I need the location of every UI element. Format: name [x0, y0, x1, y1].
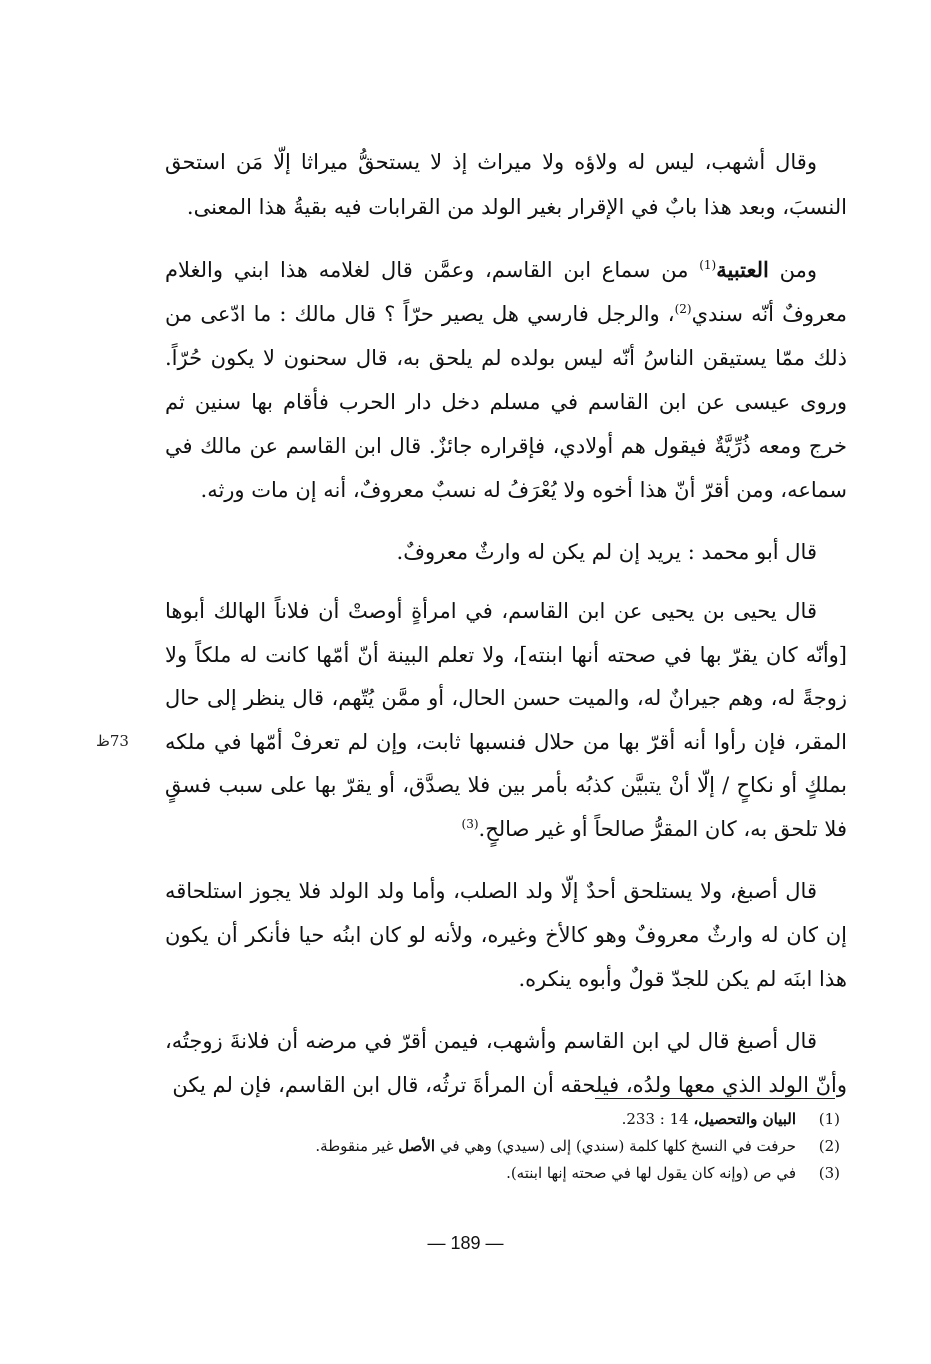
footnote-body: حرفت في النسخ كلها كلمة (سندي) إلى (سيدي) وهي في [435, 1137, 796, 1155]
manuscript-folio-note: 73ظ [96, 732, 129, 750]
paragraph-ashhab: وقال أشهب، ليس له ولاؤه ولا ميراث إذ لا يستحقُّ ميراثا إلّا مَن استحق النسبَ، وبعد هذا بابٌ في الإقرار بغير الولد من القرابات فيه بقيةُ هذا المعنى. [165, 150, 847, 219]
footnote-text: في ص (وإنه كان يقول لها في صحته إنها ابنته). [506, 1164, 796, 1182]
footnote-2 [240, 1133, 840, 1160]
footnote-source-ref: 14 : 233. [621, 1110, 694, 1128]
paragraph-abu-muhammad: قال أبو محمد : يريد إن لم يكن له وارثٌ معروفٌ. [396, 540, 817, 564]
footnote-body-end: غير منقوطة. [315, 1137, 399, 1155]
footnote-ref-2[interactable]: (2) [674, 302, 692, 316]
utbiyya-title: العتبية [716, 257, 769, 282]
footnotes [240, 1106, 840, 1187]
yahya-text: قال يحيى بن يحيى عن ابن القاسم، في امرأةٍ أوصتْ أن فلاناً الهالك أبوها [وأنّه كان يقرّ بها في صحته أنها ابنته]، ولا تعلم البينة أنّ أمّها كانت له ملكاً ولا زوجةً له، وهم جيرانٌ له، والميت حسن الحال، أو ممَّن يُتّهم، قال ينظر إلى حال المقر، فإن رأوا أنه أقرّ بها من حلال فنسبها ثابت، وإن لم تعرفْ أمّها في ملكه بملكٍ أو نكاحٍ / إلّا أنْ يتبيَّن كذبُه بأمر بين فلا يصدَّق، أو يقرّ بها على سبب فسقٍ فلا تلحق به، كان المقرُّ صالحاً أو غير صالحٍ. [165, 599, 847, 841]
footnote-bold-word: الأصل [398, 1137, 436, 1155]
footnote-text [240, 1133, 796, 1160]
main-text [165, 140, 847, 1125]
footnote-1 [240, 1106, 840, 1133]
footnote-number: (2) [818, 1137, 840, 1155]
footnote-number: (3) [818, 1164, 840, 1182]
paragraph-asbagh-2: قال أصبغ قال لي ابن القاسم وأشهب، فيمن أقرّ في مرضه أن فلانةَ زوجتُه، وأنّ الولد الذي معها ولدُه، فيلحقه أن المرأةَ ترثُه، قال ابن القاسم، فإن لم يكن [165, 1029, 847, 1097]
footnote-divider [595, 1098, 835, 1099]
paragraph-yahya [165, 590, 847, 851]
footnote-text [240, 1106, 796, 1133]
footnote-ref-1[interactable]: (1) [699, 258, 717, 272]
footnote-number: (1) [818, 1110, 840, 1128]
utbiyya-text-2: ، والرجل فارسي هل يصير حرّاً ؟ قال مالك : ما ادّعى من ذلك ممّا يستيقن الناسُ أنّه ليس بولده لم يلحق به، قال سحنون لا يكون حُرّاً. وروى عيسى عن ابن القاسم في مسلم دخل دار الحرب فأقام بها سنين ثم خرج ومعه ذُرِّيَّةٌ فيقول هم أولادي، فإقراره جائزٌ. قال ابن القاسم عن مالك في سماعه، ومن أقرّ أنّ هذا أخوه ولا يُعْرَفُ له نسبٌ معروفٌ، أنه إن مات ورثه. [165, 302, 847, 502]
paragraph-asbagh-1: قال أصبغ، ولا يستلحق أحدٌ إلّا ولد الصلب، وأما ولد الولد فلا يجوز استلحاقه إن كان له وارثٌ معروفٌ وهو كالأخ وغيره، ولأنه لو كان ابنُه حيا فأنكر أن يكون هذا ابنَه لم يكن للجدّ قولٌ وأبوه ينكره. [165, 879, 847, 991]
utbiyya-text-1: من سماع ابن القاسم، وعمَّن قال لغلامه هذا ابني والغلام معروفٌ أنّه سندي [165, 258, 847, 326]
utbiyya-prefix: ومن [768, 258, 817, 282]
paragraph-utbiyya [165, 248, 847, 512]
footnote-ref-3[interactable]: (3) [461, 816, 479, 831]
footnote-3 [240, 1160, 840, 1187]
page-number: — 189 — [427, 1233, 504, 1253]
footnote-source-title: البيان والتحصيل، [693, 1110, 796, 1128]
